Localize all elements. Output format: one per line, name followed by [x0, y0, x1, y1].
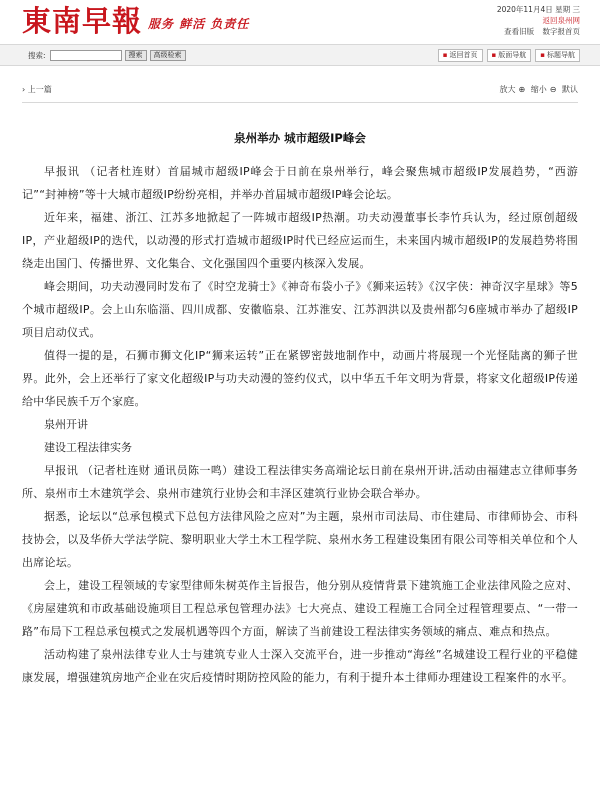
paragraph: 会上，建设工程领域的专家型律师朱树英作主旨报告，他分别从疫情背景下建筑施工企业法律风险之应对、《房屋建筑和市政基础设施项目工程总承包管理办法》七大亮点、建设工程施工合同全过程管理要点、“一带一路”布局下工程总承包模式之发展机遇等四个方面，解读了当前建设工程法律实务领域的痛点、难点和热点。 [22, 579, 578, 638]
paragraph: 早报讯 （记者杜连财）首届城市超级IP峰会于日前在泉州举行，峰会聚焦城市超级IP发展趋势，“西游记”“封神榜”等十大城市超级IP纷纷亮相，并举办首届城市超级IP峰会论坛。 [22, 165, 578, 201]
search-bar [0, 44, 600, 66]
article-toolbar [22, 78, 578, 103]
title-nav-button[interactable] [535, 49, 580, 62]
prev-arrow-icon: › [22, 85, 26, 94]
digital-home-link[interactable]: 数字报首页 [542, 27, 580, 36]
zoom-in-icon: ⊕ [518, 85, 526, 94]
prev-article-label: 上一篇 [27, 85, 52, 94]
paragraph: 活动构建了泉州法律专业人士与建筑专业人士深入交流平台，进一步推动“海丝”名城建设工程行业的平稳健康发展，增强建筑房地产企业在灾后疫情时期防控风险的能力，有利于提升本土律师办理建设工程案件的水平。 [22, 648, 578, 684]
page-nav-label: 版面导航 [498, 50, 527, 59]
logo[interactable] [22, 4, 249, 38]
article-title: 泉州举办 城市超级IP峰会 [234, 131, 366, 145]
search-label: 搜索: [28, 50, 46, 60]
zoom-out-icon: ⊖ [549, 85, 557, 94]
paragraph: 近年来，福建、浙江、江苏多地掀起了一阵城市超级IP热潮。功夫动漫董事长李竹兵认为，经过原创超级IP，产业超级IP的迭代，以动漫的形式打造城市超级IP时代已经应运而生，未来国内城市超级IP的发展趋势将围绕走出国门、传播世界、文化集合、文化强国四个重要内核深入发展。 [22, 211, 578, 270]
paragraph: 值得一提的是，石狮市狮文化IP“狮来运转”正在紧锣密鼓地制作中，动画片将展现一个光怪陆离的狮子世界。此外，会上还举行了家文化超级IP与功夫动漫的签约仪式，以中华五千年文明为背景，将家文化超级IP传递给中华民族千万个家庭。 [22, 349, 578, 408]
back-to-site-link[interactable]: 返回泉州网 [542, 16, 580, 25]
zoom-default-button[interactable]: 默认 [562, 85, 578, 94]
title-nav-icon: ▪ [540, 50, 545, 59]
advanced-search-button[interactable]: 高级检索 [150, 50, 186, 61]
article-body [22, 130, 578, 689]
issue-date: 2020年11月4日 星期 三 [496, 5, 580, 14]
page-nav-button[interactable] [487, 49, 532, 62]
section-heading: 泉州开讲 [44, 418, 88, 431]
nav-buttons [434, 49, 580, 62]
masthead [0, 0, 600, 44]
title-nav-label: 标题导航 [547, 50, 575, 59]
logo-slogan: 服务 鲜活 负责任 [148, 17, 250, 31]
zoom-in-button[interactable]: 放大 [499, 85, 516, 94]
section-subheading: 建设工程法律实务 [44, 441, 132, 454]
old-version-link[interactable]: 查看旧版 [504, 27, 535, 36]
home-button[interactable] [438, 49, 483, 62]
logo-text: 東南早報 [22, 4, 143, 38]
header-links [497, 26, 580, 37]
search-input[interactable] [50, 50, 122, 61]
search-button[interactable]: 搜索 [125, 50, 147, 61]
prev-article-link[interactable] [22, 84, 52, 95]
paragraph: 早报讯 （记者杜连财 通讯员陈一鸣）建设工程法律实务高端论坛日前在泉州开讲,活动由福建志立律师事务所、泉州市土木建筑学会、泉州市建筑行业协会和丰泽区建筑行业协会联合举办。 [22, 464, 578, 500]
paragraph: 峰会期间，功夫动漫同时发布了《时空龙骑士》《神奇布袋小子》《狮来运转》《汉字侠：神奇汉字星球》等5个城市超级IP。会上山东临淄、四川成都、安徽临泉、江苏淮安、江苏泗洪以及贵州都匀6座城市举办了超级IP项目启动仪式。 [22, 280, 578, 339]
paragraph: 据悉，论坛以“总承包模式下总包方法律风险之应对”为主题，泉州市司法局、市住建局、市律师协会、市科技协会，以及华侨大学法学院、黎明职业大学土木工程学院、泉州水务工程建设集团有限公司等相关单位和个人出席论坛。 [22, 510, 578, 569]
home-button-label: 返回首页 [449, 50, 478, 59]
home-icon: ▪ [442, 50, 448, 59]
page-nav-icon: ▪ [491, 50, 497, 59]
header-info [497, 4, 580, 37]
zoom-controls [497, 84, 579, 95]
zoom-out-button[interactable]: 缩小 [530, 85, 547, 94]
